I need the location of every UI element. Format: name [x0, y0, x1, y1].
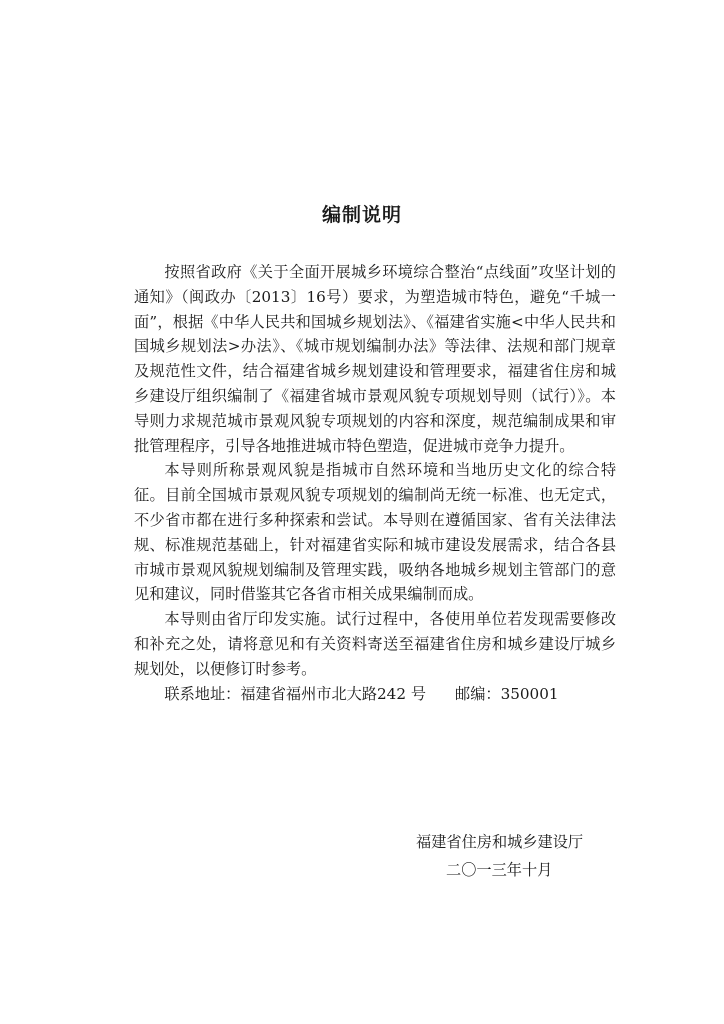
postcode-label: 邮编：	[455, 684, 501, 703]
contact-line	[134, 682, 616, 707]
signature-organization: 福建省住房和城乡建设厅	[416, 833, 584, 851]
signature-date: 二〇一三年十月	[446, 861, 553, 879]
address-value: 福建省福州市北大路242 号	[240, 684, 427, 703]
address-label: 联系地址：	[164, 684, 241, 703]
paragraph-3: 本导则由省厅印发实施。试行过程中，各使用单位若发现需要修改和补充之处，请将意见和有关资料寄送至福建省住房和城乡建设厅城乡规划处，以便修订时参考。	[134, 610, 616, 678]
paragraph-1: 按照省政府《关于全面开展城乡环境综合整治“点线面”攻坚计划的通知》（闽政办〔2013〕16号）要求，为塑造城市特色，避免“千城一面”，根据《中华人民共和国城乡规划法》、《福建省实施<中华人民共和国城乡规划法>办法》、《城市规划编制办法》等法律、法规和部门规章及规范性文件，结合福建省城乡规划建设和管理要求，福建省住房和城乡建设厅组织编制了《福建省城市景观风貌专项规划导则（试行）》。本导则力求规范城市景观风貌专项规划的内容和深度，规范编制成果和审批管理程序，引导各地推进城市特色塑造，促进城市竞争力提升。	[134, 263, 616, 455]
paragraph-2: 本导则所称景观风貌是指城市自然环境和当地历史文化的综合特征。目前全国城市景观风貌专项规划的编制尚无统一标准、也无定式，不少省市都在进行多种探索和尝试。本导则在遵循国家、省有关法律法规、标准规范基础上，针对福建省实际和城市建设发展需求，结合各县市城市景观风貌规划编制及管理实践，吸纳各地城乡规划主管部门的意见和建议，同时借鉴其它各省市相关成果编制而成。	[134, 461, 616, 604]
document-body	[134, 260, 616, 706]
page-title: 编制说明	[321, 204, 402, 226]
signature-block	[380, 828, 616, 884]
postcode-value: 350001	[500, 684, 559, 703]
